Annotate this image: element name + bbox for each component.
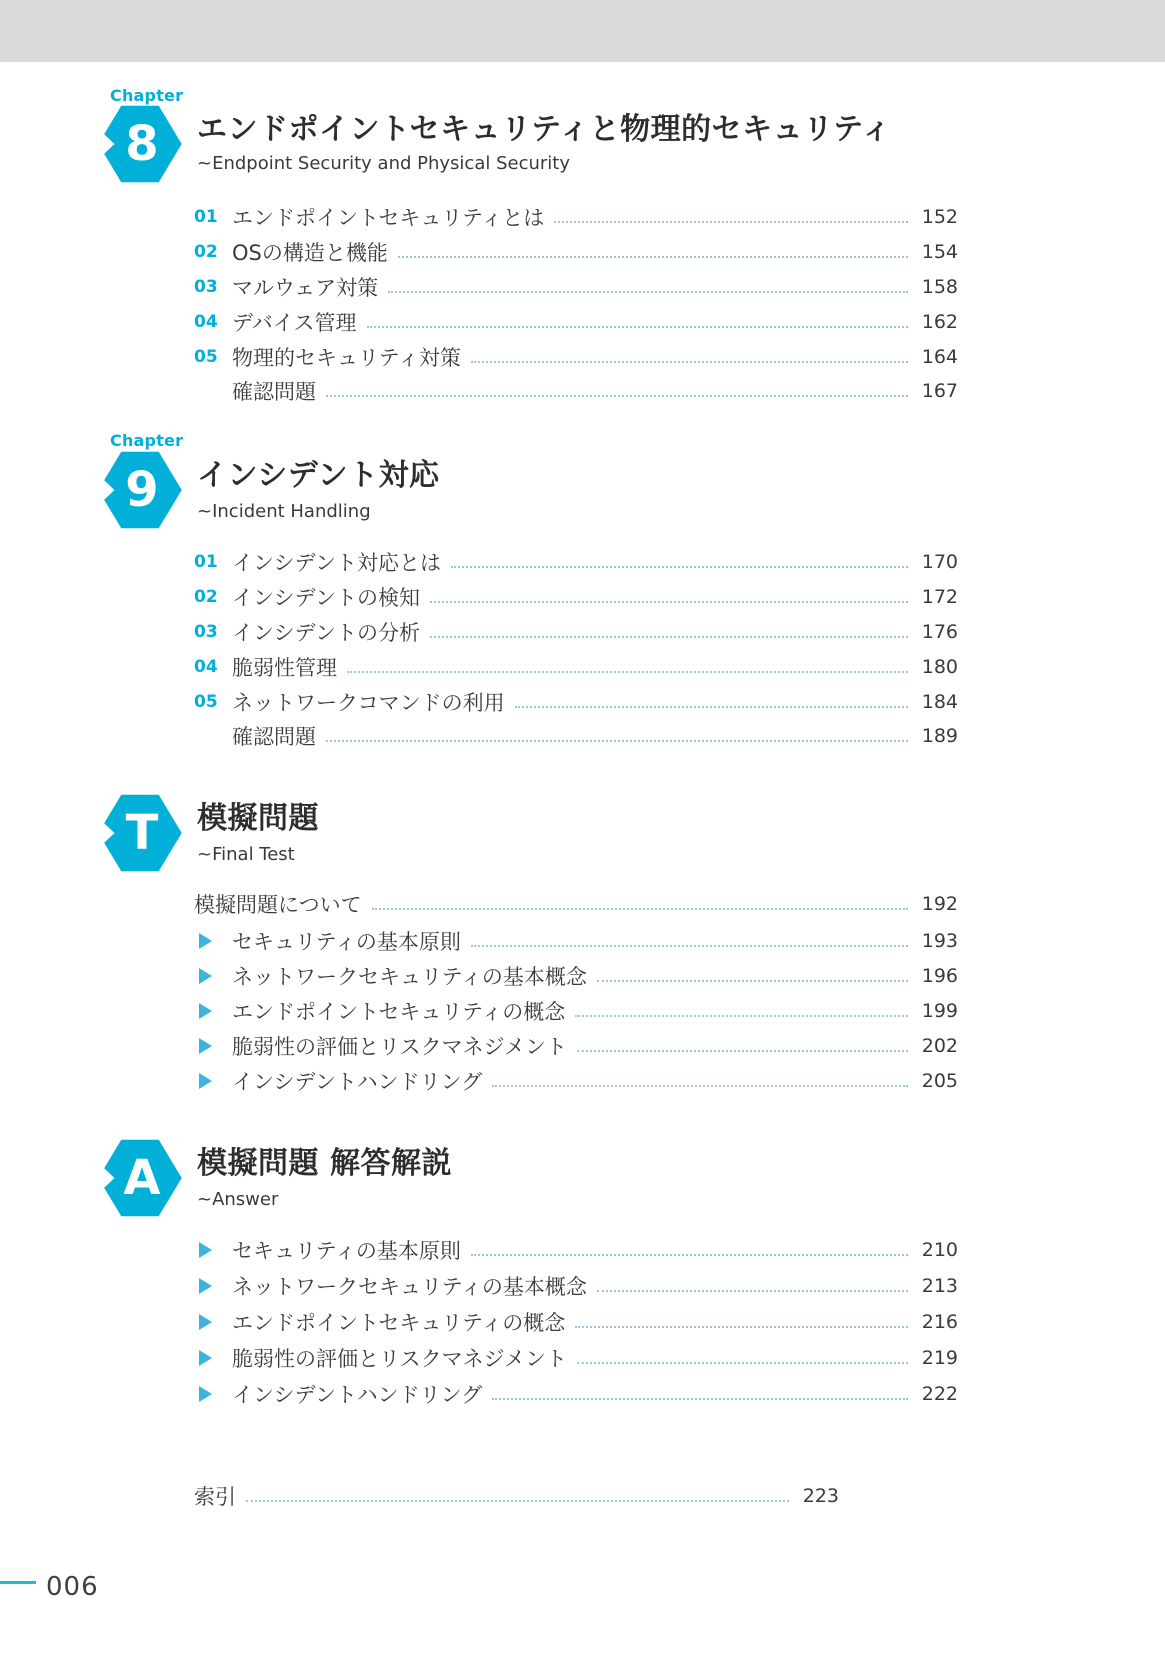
- toc-item-title: ネットワークセキュリティの基本概念: [232, 965, 587, 989]
- section-badge-hexagon: [97, 793, 183, 873]
- toc-item-title: インシデントの検知: [232, 586, 421, 610]
- toc-row[interactable]: [194, 1344, 958, 1372]
- toc-page-number: 223: [802, 1485, 839, 1507]
- chapter-badge-hexagon: [97, 450, 183, 530]
- play-arrow-icon: [199, 1350, 212, 1366]
- toc-page-number: 193: [921, 930, 958, 952]
- toc-page-number: 176: [921, 621, 958, 643]
- arrow-box: [194, 1278, 228, 1294]
- toc-item-number: 03: [194, 622, 218, 642]
- toc-page-number: 170: [921, 551, 958, 573]
- toc-row[interactable]: [194, 1236, 958, 1264]
- folio-accent-line: [0, 1581, 36, 1584]
- toc-page-number: 184: [921, 691, 958, 713]
- toc-item-number: 02: [194, 242, 218, 262]
- section-title: 模擬問題 解答解説: [197, 1146, 452, 1181]
- toc-item-title: インシデントハンドリング: [232, 1070, 483, 1094]
- toc-item-title: 確認問題: [232, 725, 316, 749]
- dotted-leader: [326, 740, 908, 742]
- toc-page-number: 167: [921, 380, 958, 402]
- arrow-box: [194, 933, 228, 949]
- section-badge-hexagon: [97, 1138, 183, 1218]
- toc-row[interactable]: [194, 997, 958, 1025]
- dotted-leader: [451, 566, 908, 568]
- dotted-leader: [347, 671, 908, 673]
- toc-page-number: 162: [921, 311, 958, 333]
- dotted-leader: [471, 361, 908, 363]
- toc-row[interactable]: [194, 688, 958, 716]
- toc-item-title: エンドポイントセキュリティの概念: [232, 1000, 566, 1024]
- toc-item-title: エンドポイントセキュリティの概念: [232, 1311, 566, 1335]
- dotted-leader: [367, 326, 908, 328]
- dotted-leader: [326, 395, 908, 397]
- toc-row[interactable]: [194, 927, 958, 955]
- toc-row[interactable]: [194, 618, 958, 646]
- toc-page-number: 164: [921, 346, 958, 368]
- chapter-subtitle: ~Endpoint Security and Physical Security: [197, 153, 570, 174]
- toc-item-number: 02: [194, 587, 218, 607]
- section-badge-letter: A: [123, 1150, 161, 1206]
- dotted-leader: [388, 291, 908, 293]
- dotted-leader: [597, 1290, 908, 1292]
- toc-item-title: 模擬問題について: [194, 893, 362, 917]
- section-badge-letter: T: [125, 805, 159, 861]
- toc-row[interactable]: [194, 377, 958, 405]
- arrow-box: [194, 1242, 228, 1258]
- toc-page-number: 199: [921, 1000, 958, 1022]
- dotted-leader: [492, 1398, 908, 1400]
- toc-item-title: インシデントハンドリング: [232, 1383, 483, 1407]
- chapter-label: Chapter: [110, 431, 184, 450]
- toc-row[interactable]: [194, 308, 958, 336]
- play-arrow-icon: [199, 933, 212, 949]
- toc-page-number: 205: [921, 1070, 958, 1092]
- toc-item-title: ネットワークセキュリティの基本概念: [232, 1275, 587, 1299]
- toc-item-title: 脆弱性の評価とリスクマネジメント: [232, 1347, 567, 1371]
- toc-item-title: セキュリティの基本原則: [232, 930, 461, 954]
- toc-page-number: 216: [921, 1311, 958, 1333]
- toc-page-number: 158: [921, 276, 958, 298]
- toc-page-number: 196: [921, 965, 958, 987]
- toc-row[interactable]: [194, 1380, 958, 1408]
- toc-row[interactable]: [194, 1067, 958, 1095]
- toc-row[interactable]: [194, 548, 958, 576]
- dotted-leader: [492, 1085, 908, 1087]
- section-subtitle: ~Final Test: [197, 844, 295, 865]
- dotted-leader: [575, 1326, 908, 1328]
- play-arrow-icon: [199, 1314, 212, 1330]
- section-subtitle: ~Answer: [197, 1189, 279, 1210]
- toc-item-number: 01: [194, 552, 218, 572]
- toc-item-title: エンドポイントセキュリティとは: [232, 206, 545, 230]
- toc-item-title: デバイス管理: [232, 311, 357, 335]
- dotted-leader: [554, 221, 908, 223]
- play-arrow-icon: [199, 968, 212, 984]
- page-folio-number: 006: [46, 1572, 99, 1602]
- play-arrow-icon: [199, 1386, 212, 1402]
- toc-page-number: 210: [921, 1239, 958, 1261]
- toc-page-number: 192: [921, 893, 958, 915]
- dotted-leader: [398, 256, 908, 258]
- chapter-title: インシデント対応: [197, 458, 440, 493]
- section-title: 模擬問題: [197, 801, 319, 836]
- play-arrow-icon: [199, 1278, 212, 1294]
- play-arrow-icon: [199, 1073, 212, 1089]
- toc-page-number: 219: [921, 1347, 958, 1369]
- toc-page-number: 189: [921, 725, 958, 747]
- toc-item-number: 05: [194, 347, 218, 367]
- toc-row[interactable]: [194, 722, 958, 750]
- dotted-leader: [471, 1254, 908, 1256]
- arrow-box: [194, 1314, 228, 1330]
- dotted-leader: [471, 945, 908, 947]
- chapter-subtitle: ~Incident Handling: [197, 501, 371, 522]
- arrow-box: [194, 1386, 228, 1402]
- toc-row[interactable]: [194, 273, 958, 301]
- play-arrow-icon: [199, 1038, 212, 1054]
- toc-item-number: 03: [194, 277, 218, 297]
- toc-row[interactable]: [194, 1272, 958, 1300]
- arrow-box: [194, 1003, 228, 1019]
- toc-item-title: ネットワークコマンドの利用: [232, 691, 505, 715]
- toc-row[interactable]: [194, 962, 958, 990]
- dotted-leader: [575, 1015, 908, 1017]
- dotted-leader: [372, 908, 908, 910]
- toc-item-number: 05: [194, 692, 218, 712]
- toc-item-title: セキュリティの基本原則: [232, 1239, 461, 1263]
- dotted-leader: [246, 1500, 789, 1502]
- arrow-box: [194, 1350, 228, 1366]
- toc-row[interactable]: [194, 1308, 958, 1336]
- chapter-badge-hexagon: [97, 104, 183, 184]
- arrow-box: [194, 1038, 228, 1054]
- toc-row[interactable]: [194, 1032, 958, 1060]
- chapter-badge-number: 8: [125, 116, 159, 172]
- play-arrow-icon: [199, 1003, 212, 1019]
- toc-item-title: 脆弱性の評価とリスクマネジメント: [232, 1035, 567, 1059]
- arrow-box: [194, 968, 228, 984]
- dotted-leader: [430, 601, 908, 603]
- toc-row[interactable]: [194, 653, 958, 681]
- toc-page-number: 180: [921, 656, 958, 678]
- dotted-leader: [597, 980, 908, 982]
- arrow-box: [194, 1073, 228, 1089]
- toc-page-number: 222: [921, 1383, 958, 1405]
- toc-page-number: 213: [921, 1275, 958, 1297]
- toc-item-title: 物理的セキュリティ対策: [232, 346, 461, 370]
- toc-item-number: 04: [194, 657, 218, 677]
- toc-row[interactable]: [194, 238, 958, 266]
- toc-row-index[interactable]: [194, 1482, 839, 1510]
- toc-item-number: 01: [194, 207, 218, 227]
- play-arrow-icon: [199, 1242, 212, 1258]
- dotted-leader: [577, 1050, 908, 1052]
- dotted-leader: [515, 706, 908, 708]
- index-label: 索引: [194, 1485, 236, 1509]
- toc-row[interactable]: [194, 583, 958, 611]
- chapter-badge-number: 9: [125, 462, 159, 518]
- toc-page-number: 202: [921, 1035, 958, 1057]
- chapter-title: エンドポイントセキュリティと物理的セキュリティ: [197, 112, 892, 147]
- dotted-leader: [577, 1362, 908, 1364]
- toc-row[interactable]: [194, 890, 958, 918]
- toc-page-number: 152: [921, 206, 958, 228]
- chapter-label: Chapter: [110, 86, 184, 105]
- toc-item-title: OSの構造と機能: [232, 241, 388, 265]
- page-top-band: [0, 0, 1165, 62]
- toc-page-number: 154: [921, 241, 958, 263]
- toc-item-title: インシデント対応とは: [232, 551, 442, 575]
- toc-item-title: 確認問題: [232, 380, 316, 404]
- toc-item-title: 脆弱性管理: [232, 656, 337, 680]
- toc-row[interactable]: [194, 203, 958, 231]
- toc-item-number: 04: [194, 312, 218, 332]
- dotted-leader: [430, 636, 908, 638]
- toc-page-number: 172: [921, 586, 958, 608]
- toc-item-title: インシデントの分析: [232, 621, 421, 645]
- toc-row[interactable]: [194, 343, 958, 371]
- toc-item-title: マルウェア対策: [232, 276, 379, 300]
